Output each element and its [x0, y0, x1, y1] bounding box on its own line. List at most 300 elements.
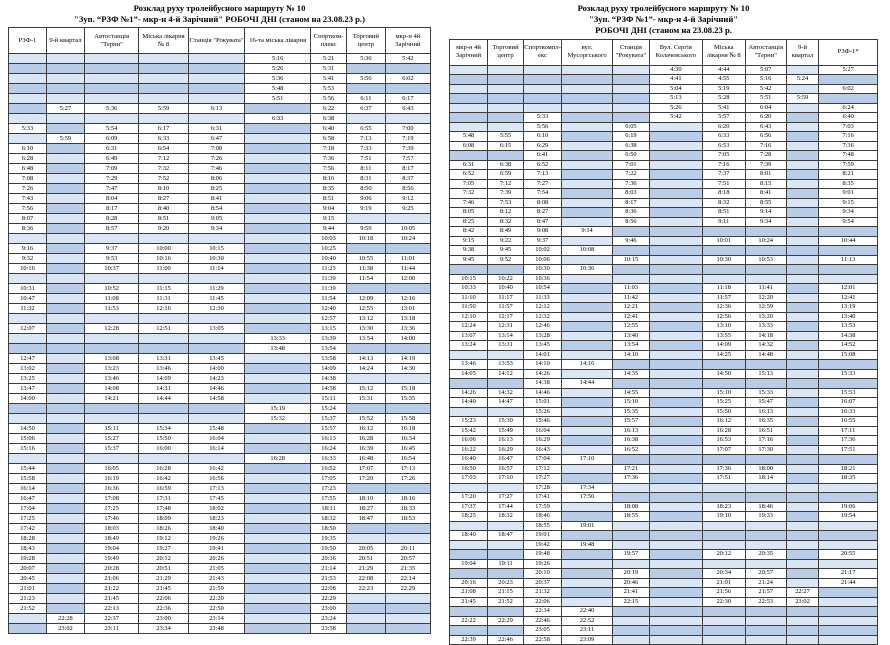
column-header: Міська лікарня № 8 [702, 39, 745, 65]
empty-cell [188, 344, 245, 354]
time-cell: 8:32 [702, 198, 745, 208]
header-row [9, 28, 431, 54]
time-cell: 7:57 [385, 154, 430, 164]
empty-cell [562, 569, 613, 579]
time-cell: 16:56 [188, 474, 245, 484]
time-cell: 8:36 [9, 224, 47, 234]
empty-cell [745, 531, 786, 541]
empty-cell [786, 559, 819, 569]
time-cell: 14:50 [702, 369, 745, 379]
time-cell: 15:47 [745, 398, 786, 408]
time-cell: 10:47 [9, 294, 47, 304]
time-cell: 8:17 [613, 198, 650, 208]
time-cell: 19:49 [84, 554, 138, 564]
table-row [9, 624, 431, 634]
empty-cell [46, 54, 84, 64]
empty-cell [649, 445, 702, 455]
empty-cell [786, 407, 819, 417]
empty-cell [562, 208, 613, 218]
time-cell: 22:23 [346, 584, 385, 594]
time-cell: 19:57 [613, 550, 650, 560]
empty-cell [488, 607, 524, 617]
time-cell: 22:20 [188, 594, 245, 604]
time-cell: 6:02 [819, 84, 878, 94]
table-row [9, 484, 431, 494]
time-cell: 20:57 [385, 554, 430, 564]
time-cell: 5:59 [786, 94, 819, 104]
time-cell: 6:43 [385, 104, 430, 114]
time-cell: 9:11 [702, 217, 745, 227]
time-cell: 9:22 [488, 236, 524, 246]
empty-cell [613, 113, 650, 123]
empty-cell [649, 559, 702, 569]
time-cell: 17:10 [562, 455, 613, 465]
time-cell: 5:16 [745, 75, 786, 85]
empty-cell [745, 493, 786, 503]
empty-cell [786, 293, 819, 303]
time-cell: 18:47 [488, 531, 524, 541]
table-row [450, 426, 878, 436]
empty-cell [649, 388, 702, 398]
time-cell: 14:01 [524, 350, 562, 360]
time-cell: 11:01 [385, 254, 430, 264]
empty-cell [562, 94, 613, 104]
empty-cell [9, 454, 47, 464]
empty-cell [649, 151, 702, 161]
empty-cell [786, 103, 819, 113]
time-cell: 18:10 [346, 494, 385, 504]
time-cell: 10:05 [385, 224, 430, 234]
table-row [9, 54, 431, 64]
empty-cell [702, 559, 745, 569]
time-cell: 11:39 [311, 284, 347, 294]
empty-cell [562, 331, 613, 341]
time-cell: 7:00 [385, 124, 430, 134]
empty-cell [819, 274, 878, 284]
empty-cell [786, 122, 819, 132]
time-cell: 7:56 [9, 204, 47, 214]
empty-cell [819, 483, 878, 493]
time-cell: 14:05 [450, 369, 488, 379]
empty-cell [450, 113, 488, 123]
time-cell: 16:07 [819, 398, 878, 408]
time-cell: 8:50 [346, 184, 385, 194]
empty-cell [245, 124, 311, 134]
empty-cell [649, 217, 702, 227]
time-cell: 18:03 [84, 524, 138, 534]
header-row [450, 39, 878, 65]
time-cell: 13:24 [450, 341, 488, 351]
empty-cell [385, 484, 430, 494]
empty-cell [9, 84, 47, 94]
table-row [450, 407, 878, 417]
time-cell: 15:06 [9, 434, 47, 444]
time-cell: 13:31 [488, 341, 524, 351]
empty-cell [450, 550, 488, 560]
schedule-title-line: Розклад руху тролейбусного маршруту № 10 [577, 3, 750, 13]
time-cell: 13:55 [702, 331, 745, 341]
empty-cell [649, 350, 702, 360]
empty-cell [245, 154, 311, 164]
time-cell: 22:08 [311, 584, 347, 594]
time-cell: 12:59 [745, 303, 786, 313]
table-row [450, 236, 878, 246]
empty-cell [46, 584, 84, 594]
time-cell: 7:53 [488, 198, 524, 208]
time-cell: 15:33 [819, 369, 878, 379]
time-cell: 5:56 [311, 94, 347, 104]
time-cell: 20:16 [450, 578, 488, 588]
empty-cell [346, 524, 385, 534]
empty-cell [649, 255, 702, 265]
time-cell: 5:42 [745, 84, 786, 94]
time-cell: 20:37 [524, 578, 562, 588]
time-cell: 19:01 [562, 521, 613, 531]
time-cell: 20:26 [188, 554, 245, 564]
empty-cell [46, 524, 84, 534]
table-row [9, 204, 431, 214]
table-row [450, 360, 878, 370]
empty-cell [786, 436, 819, 446]
table-row [450, 198, 878, 208]
time-cell: 18:43 [9, 544, 47, 554]
table-row [450, 293, 878, 303]
empty-cell [562, 274, 613, 284]
time-cell: 14:38 [819, 331, 878, 341]
time-cell: 7:13 [346, 134, 385, 144]
empty-cell [562, 559, 613, 569]
empty-cell [786, 350, 819, 360]
empty-cell [245, 484, 311, 494]
time-cell: 6:59 [488, 170, 524, 180]
time-cell: 13:47 [9, 384, 47, 394]
time-cell: 21:52 [9, 604, 47, 614]
time-cell: 17:23 [311, 484, 347, 494]
time-cell: 7:56 [311, 164, 347, 174]
time-cell: 5:48 [450, 132, 488, 142]
empty-cell [450, 540, 488, 550]
time-cell: 12:51 [139, 324, 188, 334]
empty-cell [786, 464, 819, 474]
time-cell: 8:07 [9, 214, 47, 224]
time-cell: 6:20 [702, 122, 745, 132]
time-cell: 8:04 [84, 194, 138, 204]
time-cell: 10:22 [488, 274, 524, 284]
time-cell: 5:27 [46, 104, 84, 114]
table-row [9, 144, 431, 154]
empty-cell [649, 284, 702, 294]
empty-cell [9, 624, 47, 634]
time-cell: 17:34 [562, 483, 613, 493]
time-cell: 18:55 [524, 521, 562, 531]
empty-cell [819, 531, 878, 541]
empty-cell [562, 75, 613, 85]
time-cell: 5:04 [649, 84, 702, 94]
empty-cell [786, 284, 819, 294]
time-cell: 7:36 [311, 154, 347, 164]
empty-cell [613, 483, 650, 493]
empty-cell [245, 444, 311, 454]
time-cell: 17:07 [346, 464, 385, 474]
time-cell: 17:45 [188, 494, 245, 504]
table-row [450, 436, 878, 446]
time-cell: 11:31 [139, 294, 188, 304]
time-cell: 7:39 [745, 160, 786, 170]
empty-cell [649, 293, 702, 303]
time-cell: 19:26 [524, 559, 562, 569]
table-row [450, 246, 878, 256]
empty-cell [786, 141, 819, 151]
time-cell: 11:13 [819, 255, 878, 265]
time-cell: 7:43 [9, 194, 47, 204]
table-row [450, 398, 878, 408]
time-cell: 18:50 [311, 524, 347, 534]
time-cell: 6:04 [745, 103, 786, 113]
empty-cell [9, 334, 47, 344]
empty-cell [245, 504, 311, 514]
time-cell: 19:48 [524, 550, 562, 560]
time-cell: 21:41 [613, 588, 650, 598]
time-cell: 7:29 [84, 174, 138, 184]
empty-cell [613, 616, 650, 626]
empty-cell [745, 483, 786, 493]
time-cell: 15:01 [524, 398, 562, 408]
time-cell: 8:55 [745, 198, 786, 208]
table-row [450, 597, 878, 607]
time-cell: 13:02 [9, 364, 47, 374]
table-row [9, 344, 431, 354]
empty-cell [450, 483, 488, 493]
time-cell: 14:58 [311, 384, 347, 394]
time-cell: 8:03 [613, 189, 650, 199]
empty-cell [786, 512, 819, 522]
empty-cell [562, 464, 613, 474]
time-cell: 17:21 [613, 464, 650, 474]
time-cell: 11:39 [311, 274, 347, 284]
empty-cell [702, 635, 745, 645]
time-cell: 6:47 [188, 134, 245, 144]
time-cell: 7:08 [188, 144, 245, 154]
time-cell: 15:13 [745, 369, 786, 379]
time-cell: 13:28 [524, 331, 562, 341]
empty-cell [488, 483, 524, 493]
return-title [449, 3, 878, 37]
table-row [450, 217, 878, 227]
time-cell: 12:16 [139, 304, 188, 314]
time-cell: 6:10 [524, 132, 562, 142]
time-cell: 12:46 [524, 322, 562, 332]
time-cell: 7:28 [745, 151, 786, 161]
empty-cell [9, 344, 47, 354]
time-cell: 22:29 [488, 616, 524, 626]
table-row [9, 444, 431, 454]
empty-cell [488, 113, 524, 123]
table-row [9, 414, 431, 424]
empty-cell [245, 574, 311, 584]
table-row [9, 324, 431, 334]
table-row [9, 574, 431, 584]
table-row [9, 474, 431, 484]
time-cell: 14:47 [488, 398, 524, 408]
time-cell: 15:58 [9, 474, 47, 484]
time-cell: 15:10 [613, 398, 650, 408]
time-cell: 6:08 [450, 141, 488, 151]
empty-cell [245, 394, 311, 404]
time-cell: 8:37 [385, 174, 430, 184]
empty-cell [819, 246, 878, 256]
empty-cell [786, 445, 819, 455]
time-cell: 22:14 [385, 574, 430, 584]
empty-cell [786, 132, 819, 142]
empty-cell [245, 184, 311, 194]
empty-cell [786, 550, 819, 560]
time-cell: 8:56 [385, 184, 430, 194]
time-cell: 22:22 [450, 616, 488, 626]
empty-cell [139, 234, 188, 244]
time-cell: 4:41 [649, 75, 702, 85]
column-header: 9-й квартал [786, 39, 819, 65]
empty-cell [46, 454, 84, 464]
time-cell: 11:53 [84, 304, 138, 314]
empty-cell [702, 531, 745, 541]
empty-cell [245, 134, 311, 144]
time-cell: 9:37 [524, 236, 562, 246]
time-cell: 10:03 [311, 234, 347, 244]
time-cell: 23:58 [311, 624, 347, 634]
empty-cell [786, 455, 819, 465]
time-cell: 11:14 [188, 264, 245, 274]
empty-cell [46, 384, 84, 394]
empty-cell [786, 626, 819, 636]
empty-cell [188, 314, 245, 324]
empty-cell [613, 559, 650, 569]
time-cell: 18:53 [385, 514, 430, 524]
time-cell: 11:54 [311, 294, 347, 304]
time-cell: 22:28 [46, 614, 84, 624]
empty-cell [562, 303, 613, 313]
time-cell: 7:52 [139, 174, 188, 184]
empty-cell [46, 324, 84, 334]
time-cell: 14:38 [311, 374, 347, 384]
time-cell: 18:32 [488, 512, 524, 522]
time-cell: 13:12 [346, 314, 385, 324]
table-row [9, 494, 431, 504]
time-cell: 16:13 [311, 434, 347, 444]
empty-cell [139, 344, 188, 354]
empty-cell [562, 132, 613, 142]
empty-cell [245, 194, 311, 204]
empty-cell [46, 174, 84, 184]
empty-cell [188, 414, 245, 424]
empty-cell [562, 502, 613, 512]
empty-cell [188, 334, 245, 344]
time-cell: 9:34 [188, 224, 245, 234]
empty-cell [562, 189, 613, 199]
time-cell: 9:32 [9, 254, 47, 264]
empty-cell [188, 64, 245, 74]
empty-cell [786, 274, 819, 284]
empty-cell [46, 434, 84, 444]
time-cell: 17:55 [311, 494, 347, 504]
column-header: мкр-н 4й Зарічний [385, 28, 430, 54]
empty-cell [385, 214, 430, 224]
time-cell: 19:33 [745, 512, 786, 522]
time-cell: 12:07 [9, 324, 47, 334]
time-cell: 22:52 [562, 616, 613, 626]
time-cell: 5:26 [245, 64, 311, 74]
time-cell: 13:23 [84, 364, 138, 374]
empty-cell [245, 584, 311, 594]
empty-cell [786, 198, 819, 208]
time-cell: 15:19 [245, 404, 311, 414]
empty-cell [649, 369, 702, 379]
time-cell: 16:19 [84, 474, 138, 484]
empty-cell [649, 407, 702, 417]
schedule-date-line: РОБОЧІ ДНІ (станом на 23.08.23 р. [595, 25, 732, 36]
time-cell: 6:31 [450, 160, 488, 170]
table-row [9, 584, 431, 594]
empty-cell [450, 122, 488, 132]
empty-cell [488, 65, 524, 75]
time-cell: 18:55 [613, 512, 650, 522]
time-cell: 9:20 [139, 224, 188, 234]
time-cell: 17:27 [524, 474, 562, 484]
time-cell: 20:34 [702, 569, 745, 579]
time-cell: 15:52 [346, 414, 385, 424]
time-cell: 12:47 [9, 354, 47, 364]
time-cell: 18:25 [450, 512, 488, 522]
table-row [450, 274, 878, 284]
table-row [450, 189, 878, 199]
schedule-title-line: Розклад руху тролейбусного маршруту № 10 [133, 3, 306, 13]
time-cell: 16:45 [385, 444, 430, 454]
time-cell: 6:17 [385, 94, 430, 104]
time-cell: 12:01 [819, 284, 878, 294]
time-cell: 12:57 [311, 314, 347, 324]
time-cell: 11:32 [9, 304, 47, 314]
time-cell: 10:24 [745, 236, 786, 246]
time-cell: 12:00 [385, 274, 430, 284]
time-cell: 15:27 [84, 434, 138, 444]
empty-cell [84, 64, 138, 74]
table-row [9, 374, 431, 384]
time-cell: 14:40 [450, 398, 488, 408]
empty-cell [245, 494, 311, 504]
time-cell: 5:59 [139, 104, 188, 114]
empty-cell [562, 597, 613, 607]
column-header: Автостанція "Терни" [84, 28, 138, 54]
empty-cell [488, 151, 524, 161]
time-cell: 10:18 [346, 234, 385, 244]
time-cell: 6:58 [311, 134, 347, 144]
time-cell: 23:11 [84, 624, 138, 634]
empty-cell [385, 244, 430, 254]
empty-cell [46, 184, 84, 194]
time-cell: 16:47 [488, 455, 524, 465]
time-cell: 8:15 [745, 179, 786, 189]
time-cell: 13:05 [188, 324, 245, 334]
schedule-subtitle-line: "Зуп. “РЗФ №1”- мкр-н 4-й Зарічний" [588, 14, 739, 25]
empty-cell [46, 284, 84, 294]
time-cell: 10:15 [613, 255, 650, 265]
empty-cell [819, 559, 878, 569]
empty-cell [46, 164, 84, 174]
empty-cell [786, 179, 819, 189]
time-cell: 20:46 [613, 578, 650, 588]
time-cell: 15:46 [524, 417, 562, 427]
time-cell: 22:39 [450, 635, 488, 645]
time-cell: 9:54 [819, 217, 878, 227]
